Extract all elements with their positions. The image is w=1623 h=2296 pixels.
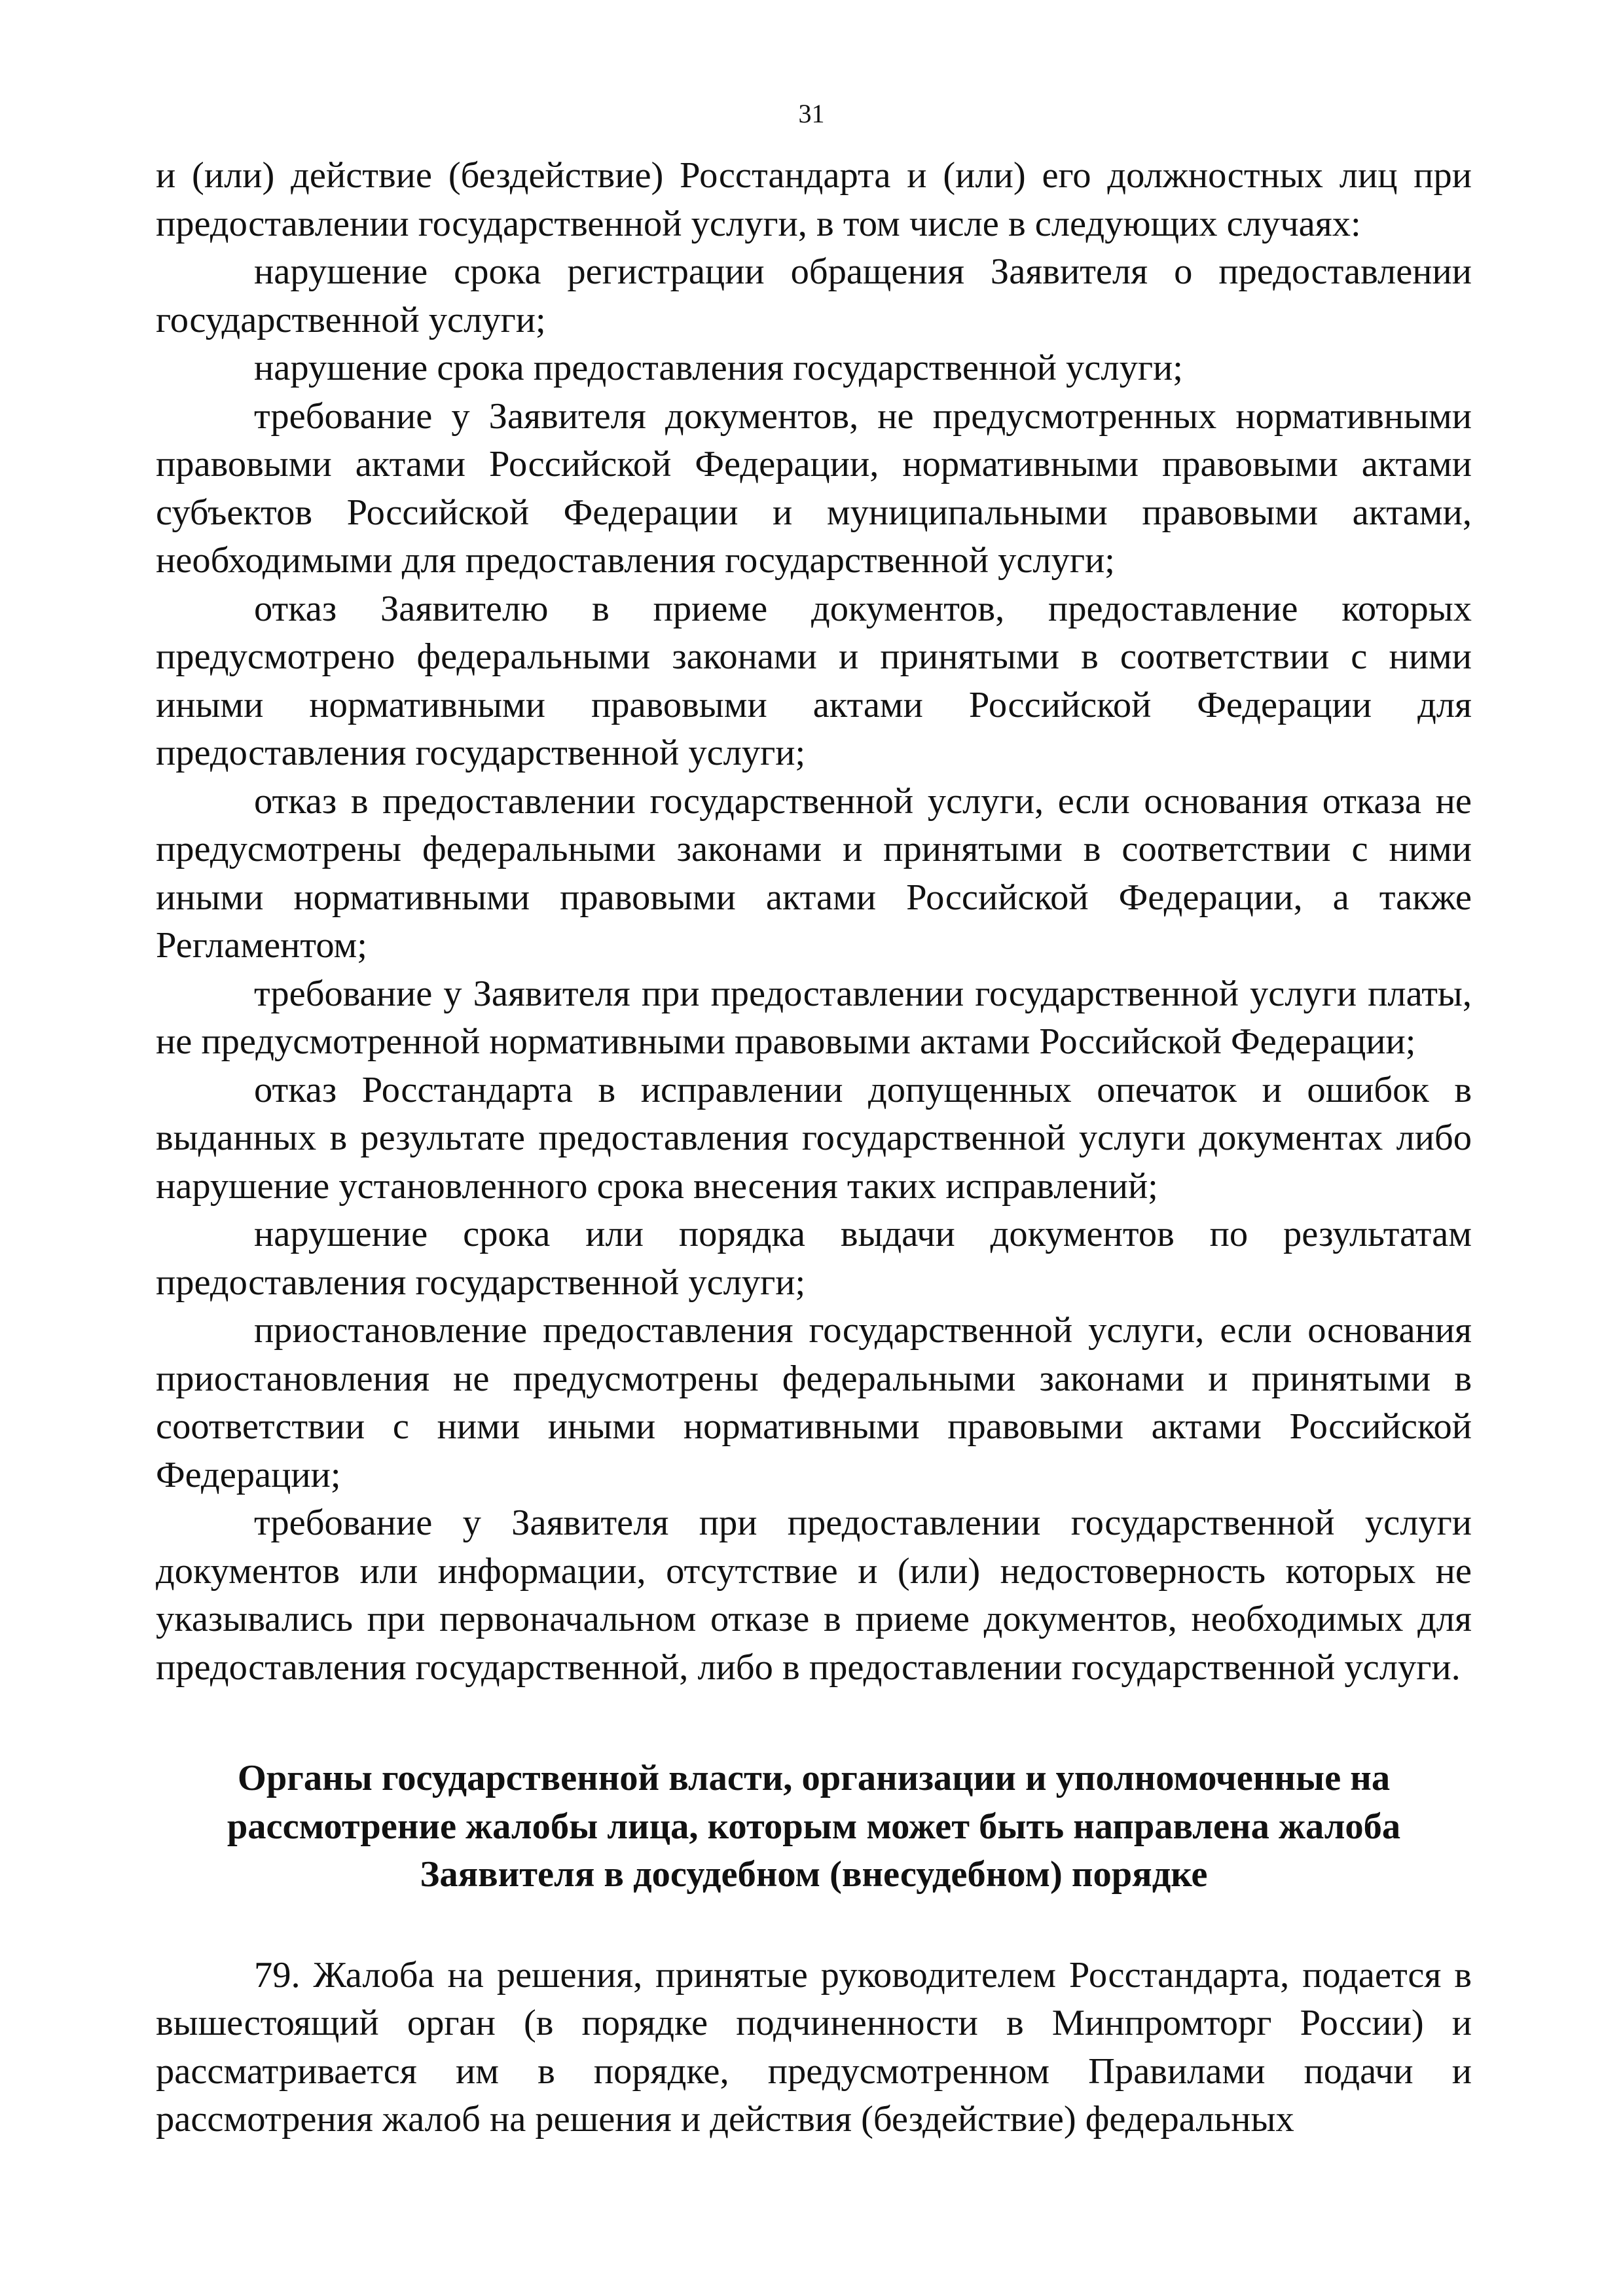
section-heading — [156, 1755, 1472, 1899]
section-heading-line: рассмотрение жалобы лица, которым может быть направлена жалоба — [227, 1806, 1401, 1847]
list-item-suspension: приостановление предоставления государственной услуги, если основания приостановления не предусмотрены федеральными законами и принятыми в соответствии с ними иными нормативными правовыми актами Российской Федерации; — [156, 1310, 1472, 1495]
document-body — [156, 152, 1472, 2144]
list-item-service-deadline: нарушение срока предоставления государственной услуги; — [254, 348, 1183, 388]
section-heading-line: Заявителя в досудебном (внесудебном) порядке — [420, 1854, 1208, 1895]
list-item-fee-demand: требование у Заявителя при предоставлении государственной услуги платы, не предусмотренной нормативными правовыми актами Российской Федерации; — [156, 973, 1472, 1062]
list-item-registration-deadline: нарушение срока регистрации обращения Заявителя о предоставлении государственной услуги; — [156, 251, 1472, 340]
list-item-typo-correction: отказ Росстандарта в исправлении допущенных опечаток и ошибок в выданных в результате предоставления государственной услуги документах либо нарушение установленного срока внесения таких исправлений; — [156, 1069, 1472, 1207]
list-item-refusal-service: отказ в предоставлении государственной услуги, если основания отказа не предусмотрены федеральными законами и принятыми в соответствии с ними иными нормативными правовыми актами Российской Федерации, а также Регламентом; — [156, 780, 1472, 966]
list-item-extra-documents: требование у Заявителя документов, не предусмотренных нормативными правовыми актами Российской Федерации, нормативными правовыми актами субъектов Российской Федерации и муниципальными правовыми актами, необходимыми для предоставления государственной услуги; — [156, 395, 1472, 581]
list-item-refusal-acceptance: отказ Заявителю в приеме документов, предоставление которых предусмотрено федеральными законами и принятыми в соответствии с ними иными нормативными правовыми актами Российской Федерации для предоставления государственной услуги; — [156, 588, 1472, 773]
page-number: 31 — [798, 99, 825, 128]
section-heading-line: Органы государственной власти, организации и уполномоченные на — [237, 1758, 1391, 1798]
list-item-missing-info: требование у Заявителя при предоставлении государственной услуги документов или информации, отсутствие и (или) недостоверность которых не указывались при первоначальном отказе в приеме документов, необходимых для предоставления государственной, либо в предоставлении государственной услуги. — [156, 1503, 1472, 1688]
paragraph-continuation: и (или) действие (бездействие) Росстандарта и (или) его должностных лиц при предоставлении государственной услуги, в том числе в следующих случаях: — [156, 155, 1472, 244]
list-item-issuance-violation: нарушение срока или порядка выдачи документов по результатам предоставления государственной услуги; — [156, 1214, 1472, 1303]
paragraph-79: 79. Жалоба на решения, принятые руководителем Росстандарта, подается в вышестоящий орган (в порядке подчиненности в Минпромторг России) и рассматривается им в порядке, предусмотренном Правилами подачи и рассмотрения жалоб на решения и действия (бездействие) федеральных — [156, 1954, 1472, 2140]
